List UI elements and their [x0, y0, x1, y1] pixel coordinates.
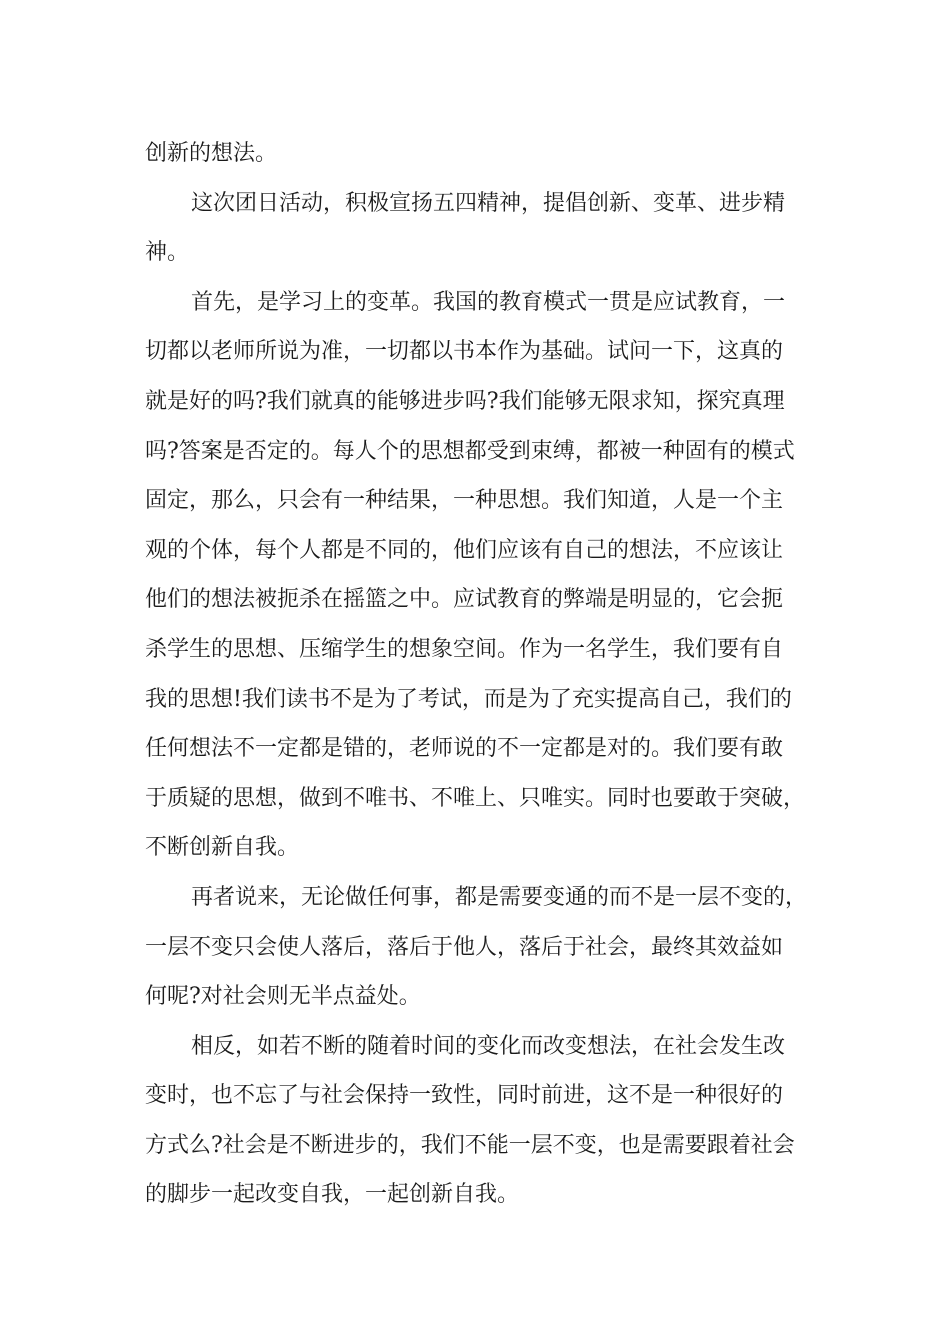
- text-line: 的脚步一起改变自我，一起创新自我。: [145, 1182, 520, 1208]
- text-line: 方式么?社会是不断进步的，我们不能一层不变，也是需要跟着社会: [145, 1132, 795, 1158]
- text-line: 不断创新自我。: [145, 835, 300, 861]
- text-line: 首先，是学习上的变革。我国的教育模式一贯是应试教育，一: [191, 289, 786, 315]
- text-line: 固定，那么，只会有一种结果，一种思想。我们知道，人是一个主: [145, 488, 784, 514]
- text-line: 吗?答案是否定的。每人个的思想都受到束缚，都被一种固有的模式: [145, 438, 795, 464]
- text-line: 于质疑的思想，做到不唯书、不唯上、只唯实。同时也要敢于突破，: [145, 785, 806, 811]
- text-line: 神。: [145, 240, 190, 266]
- text-line: 创新的想法。: [145, 141, 278, 166]
- text-line: 切都以老师所说为准，一切都以书本作为基础。试问一下，这真的: [145, 339, 784, 365]
- text-line: 任何想法不一定都是错的，老师说的不一定都是对的。我们要有敢: [145, 736, 784, 762]
- text-line: 相反，如若不断的随着时间的变化而改变想法，在社会发生改: [191, 1033, 786, 1059]
- text-line: 就是好的吗?我们就真的能够进步吗?我们能够无限求知，探究真理: [145, 388, 785, 414]
- text-line: 一层不变只会使人落后，落后于他人，落后于社会，最终其效益如: [145, 934, 784, 960]
- text-line: 他们的想法被扼杀在摇篮之中。应试教育的弊端是明显的，它会扼: [145, 587, 784, 613]
- text-line: 我的思想!我们读书不是为了考试，而是为了充实提高自己，我们的: [145, 686, 792, 712]
- text-line: 这次团日活动，积极宣扬五四精神，提倡创新、变革、进步精: [191, 190, 786, 216]
- text-line: 再者说来，无论做任何事，都是需要变通的而不是一层不变的，: [191, 884, 808, 910]
- text-line: 观的个体，每个人都是不同的，他们应该有自己的想法，不应该让: [145, 537, 784, 563]
- text-line: 变时，也不忘了与社会保持一致性，同时前进，这不是一种很好的: [145, 1083, 784, 1109]
- text-line: 何呢?对社会则无半点益处。: [145, 984, 421, 1010]
- document-body: [145, 129, 825, 1220]
- text-line: 杀学生的思想、压缩学生的想象空间。作为一名学生，我们要有自: [145, 636, 784, 662]
